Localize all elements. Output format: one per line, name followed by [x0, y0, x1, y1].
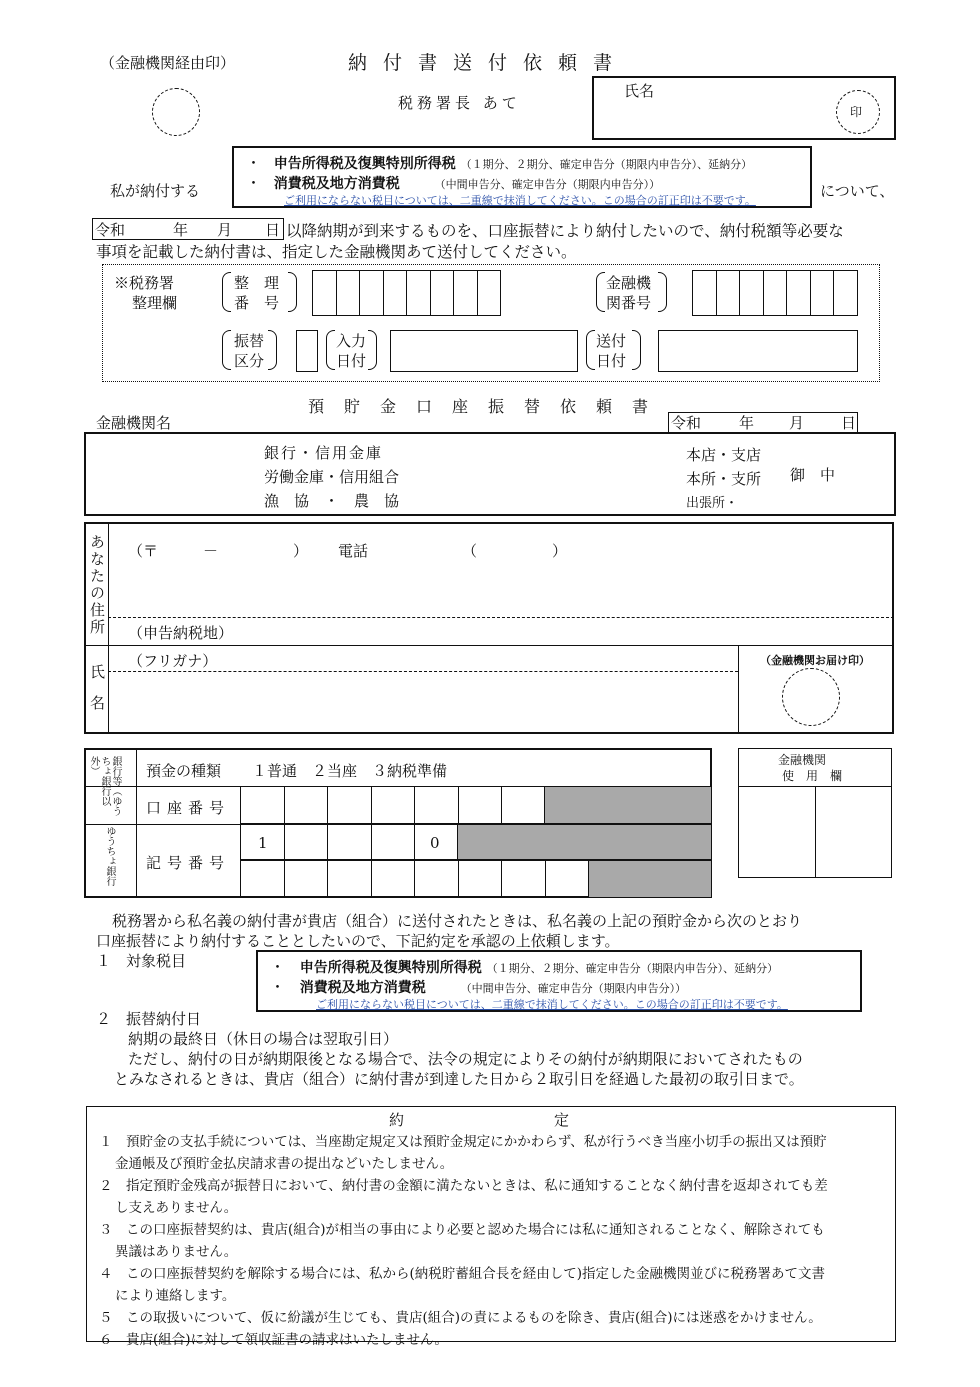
request-text-1: 税務署から私名義の納付書が貴店（組合）に送付されたときは、私名義の上記の預貯金から次のとおり [112, 912, 803, 930]
request-text-2: 口座振替により納付することとしたいので、下記約定を承認の上依頼します。 [96, 932, 620, 950]
bank-seal-label: （金融機関お届け印） [760, 654, 870, 667]
digit-cell[interactable] [763, 270, 788, 316]
form-title: 納付書送付依頼書 [348, 52, 629, 74]
digit-cell[interactable] [327, 824, 372, 860]
input-date-label-1: 入力 [336, 332, 367, 350]
bank-types-3: 漁 協 ・ 農 協 [264, 492, 400, 510]
account-number-label: 口座番号 [146, 799, 231, 817]
start-date-field[interactable] [92, 218, 284, 240]
bank-types-2: 労働金庫・信用組合 [264, 468, 400, 486]
branch-2: 本所・支所 [686, 470, 762, 488]
day-label: 日 [265, 221, 281, 239]
era-label: 令和 [671, 414, 702, 432]
branch-1: 本店・支店 [686, 446, 762, 464]
bullet: ・ [246, 174, 262, 192]
side-bank: 銀行等（ゆうちょ銀行以外） [88, 756, 121, 816]
digit-cell[interactable] [406, 270, 431, 316]
office-label-2: 整理欄 [132, 294, 178, 312]
ref-label-1: 整 理 [234, 274, 280, 292]
digit-cell[interactable] [414, 786, 459, 824]
digit-cell[interactable] [240, 860, 285, 898]
bank-use-label-1: 金融機関 [778, 753, 827, 767]
digit-cell[interactable] [430, 270, 455, 316]
digit-cell[interactable] [336, 270, 361, 316]
digit-cell[interactable] [786, 270, 811, 316]
top-notice: ご利用にならない税目については、二重線で抹消してください。この場合の訂正印は不要です。 [284, 194, 756, 207]
tax-item-income-note-2: （１期分、２期分、確定申告分（期限内申告分）、延納分） [486, 962, 779, 975]
bottom-notice: ご利用にならない税目については、二重線で抹消してください。この場合の訂正印は不要です。 [316, 998, 788, 1011]
year-label: 年 [173, 221, 189, 239]
name-input[interactable] [110, 674, 736, 732]
bullet: ・ [270, 958, 286, 976]
bank-code-label-2: 関番号 [606, 294, 652, 312]
agreement-clauses: １ 預貯金の支払手続については、当座勘定規定又は預貯金規定にかかわらず、私が行うべき当座小切手の振出又は預貯 金通帳及び預貯金払戻請求書の提出などいたしません。 ２ 指定預貯金残高が振替日において、納付書の金額に満たないときは、私に通知することなく納付書を返却されても差 し支えありません。 ３ この口座振替契約は、貴店(組合)が相当の事由により必要と認めた場合には私に通知されることなく、解除されても 異議はありません。 ４ この口座振替契約を解除する場合には、私から(納税貯蓄組合長を経由して)指定した金融機関並びに税務署あて文書 により連絡します。 ５ この取扱いについて、仮に紛議が生じても、貴店(組合)の責によるものを除き、貴店(組合)には迷惑をかけません。 ６ 貴店(組合)に対して領収証書の請求はいたしません。 [99, 1134, 828, 1348]
section-title: 預貯金口座振替依頼書 [308, 397, 669, 416]
symbol-number-label: 記号番号 [146, 854, 231, 872]
sent-date-label-1: 送付 [596, 332, 627, 350]
address-input[interactable] [110, 566, 894, 616]
transfer-date-3: とみなされるときは、貴店（組合）に納付書が到達した日から２取引日を経過した最初の取引日まで。 [114, 1070, 804, 1088]
tax-item-consumption-note-2: （中間申告分、確定申告分（期限内申告分）） [460, 982, 687, 995]
digit-cell[interactable] [458, 786, 503, 824]
transfer-label-2: 区分 [234, 352, 265, 370]
bank-stamp-label: （金融機関経由印） [100, 54, 236, 72]
digit-cell[interactable] [327, 786, 372, 824]
shaded-cell [544, 786, 712, 824]
shaded-cell [457, 824, 712, 860]
tax-item-consumption-2[interactable]: 消費税及地方消費税 [299, 980, 426, 996]
onchu: 御 中 [790, 466, 836, 484]
digit-cell[interactable] [240, 786, 285, 824]
side-name: 氏名 [88, 664, 106, 726]
digit-cell[interactable] [716, 270, 741, 316]
digit-cell[interactable] [739, 270, 764, 316]
digit-cell[interactable] [359, 270, 384, 316]
phone-field[interactable]: （ ） [462, 542, 568, 560]
digit-cell[interactable] [284, 860, 329, 898]
digit-cell[interactable] [833, 270, 858, 316]
digit-cell[interactable] [501, 860, 546, 898]
side-address: あなたの住所 [88, 534, 106, 636]
transfer-label-1: 振替 [234, 332, 265, 350]
bullet: ・ [270, 978, 286, 996]
era-label: 令和 [95, 221, 126, 239]
bank-stamp-circle [152, 88, 200, 136]
month-label: 月 [789, 414, 805, 432]
bank-code-label-1: 金融機 [606, 274, 652, 292]
transfer-class-cell[interactable] [296, 330, 318, 372]
digit-cell[interactable] [458, 860, 503, 898]
bank-types-1: 銀行・信用金庫 [264, 444, 384, 462]
top-tax-items-box [232, 146, 812, 208]
digit-cell[interactable] [371, 786, 416, 824]
input-date-field[interactable] [390, 330, 578, 372]
bank-name-box[interactable] [84, 432, 896, 516]
digit-cell[interactable] [284, 786, 329, 824]
tax-item-income-note: （１期分、２期分、確定申告分（期限内申告分）、延納分） [460, 158, 753, 171]
seal-label: 印 [850, 105, 863, 119]
digit-cell[interactable] [501, 786, 546, 824]
digit-cell[interactable] [810, 270, 835, 316]
bank-seal-circle[interactable] [782, 668, 840, 726]
digit-cell[interactable] [692, 270, 717, 316]
postal-code-field[interactable]: （〒 － ） [128, 542, 309, 560]
tax-item-consumption-note: （中間申告分、確定申告分（期限内申告分）） [434, 178, 661, 191]
agreement-box [86, 1106, 896, 1348]
addressee: 税務署長 あて [398, 94, 521, 112]
digit-cell[interactable] [545, 860, 590, 898]
bullet: ・ [246, 154, 262, 172]
tax-place-label: （申告納税地） [128, 624, 234, 642]
deposit-type-options[interactable]: １普通 ２当座 ３納税準備 [252, 762, 448, 780]
tax-prefix: 私が納付する [110, 182, 201, 200]
symbol-first-digit: 1 [258, 834, 268, 852]
bank-name-label: 金融機関名 [96, 414, 172, 432]
transfer-date-1: 納期の最終日（休日の場合は翌取引日） [128, 1030, 399, 1048]
digit-cell[interactable] [371, 824, 416, 860]
sent-date-field[interactable] [658, 330, 858, 372]
tax-suffix: について、 [820, 182, 895, 200]
tax-item-income[interactable]: 申告所得税及復興特別所得税 [273, 156, 456, 172]
digit-cell[interactable] [312, 270, 337, 316]
office-label-1: ※税務署 [114, 274, 175, 292]
ref-label-2: 番 号 [234, 294, 280, 312]
sent-date-label-2: 日付 [596, 352, 627, 370]
input-date-label-2: 日付 [336, 352, 367, 370]
bank-use-label-2: 使 用 欄 [782, 769, 843, 783]
date-text-1: 以降納期が到来するものを、口座振替により納付したいので、納付税額等必要な [286, 222, 844, 240]
name-label: 氏名 [624, 82, 655, 100]
digit-cell[interactable] [284, 824, 329, 860]
deposit-type-label: 預金の種類 [146, 762, 222, 780]
furigana-label: （フリガナ） [128, 652, 218, 670]
digit-cell[interactable] [477, 270, 502, 316]
day-label: 日 [841, 414, 857, 432]
bottom-tax-items-box [256, 950, 862, 1012]
tax-item-income-2[interactable]: 申告所得税及復興特別所得税 [299, 960, 482, 976]
transfer-date-2: ただし、納付の日が納期限後となる場合で、法令の規定によりその納付が納期限においてされたもの [128, 1050, 803, 1068]
date-text-2: 事項を記載した納付書は、指定した金融機関あて送付してください。 [96, 243, 577, 261]
tax-item-consumption[interactable]: 消費税及地方消費税 [273, 176, 400, 192]
seal-circle [836, 90, 880, 134]
name-field[interactable] [592, 76, 896, 140]
item-transfer-date: ２ 振替納付日 [96, 1010, 202, 1028]
digit-cell[interactable] [414, 860, 459, 898]
branch-3: 出張所・ [686, 496, 739, 511]
symbol-fixed-digit: 0 [430, 834, 440, 852]
item-target-tax: １ 対象税目 [96, 952, 187, 970]
shaded-cell [588, 860, 712, 898]
side-yucho: ゆうちょ銀行 [104, 826, 115, 886]
digit-cell[interactable] [453, 270, 478, 316]
digit-cell[interactable] [327, 860, 372, 898]
year-label: 年 [739, 414, 755, 432]
phone-label: 電話 [338, 542, 369, 560]
digit-cell[interactable] [383, 270, 408, 316]
agreement-title: 約 定 [389, 1111, 570, 1129]
request-date-field[interactable] [668, 412, 858, 433]
digit-cell[interactable] [371, 860, 416, 898]
month-label: 月 [217, 221, 233, 239]
